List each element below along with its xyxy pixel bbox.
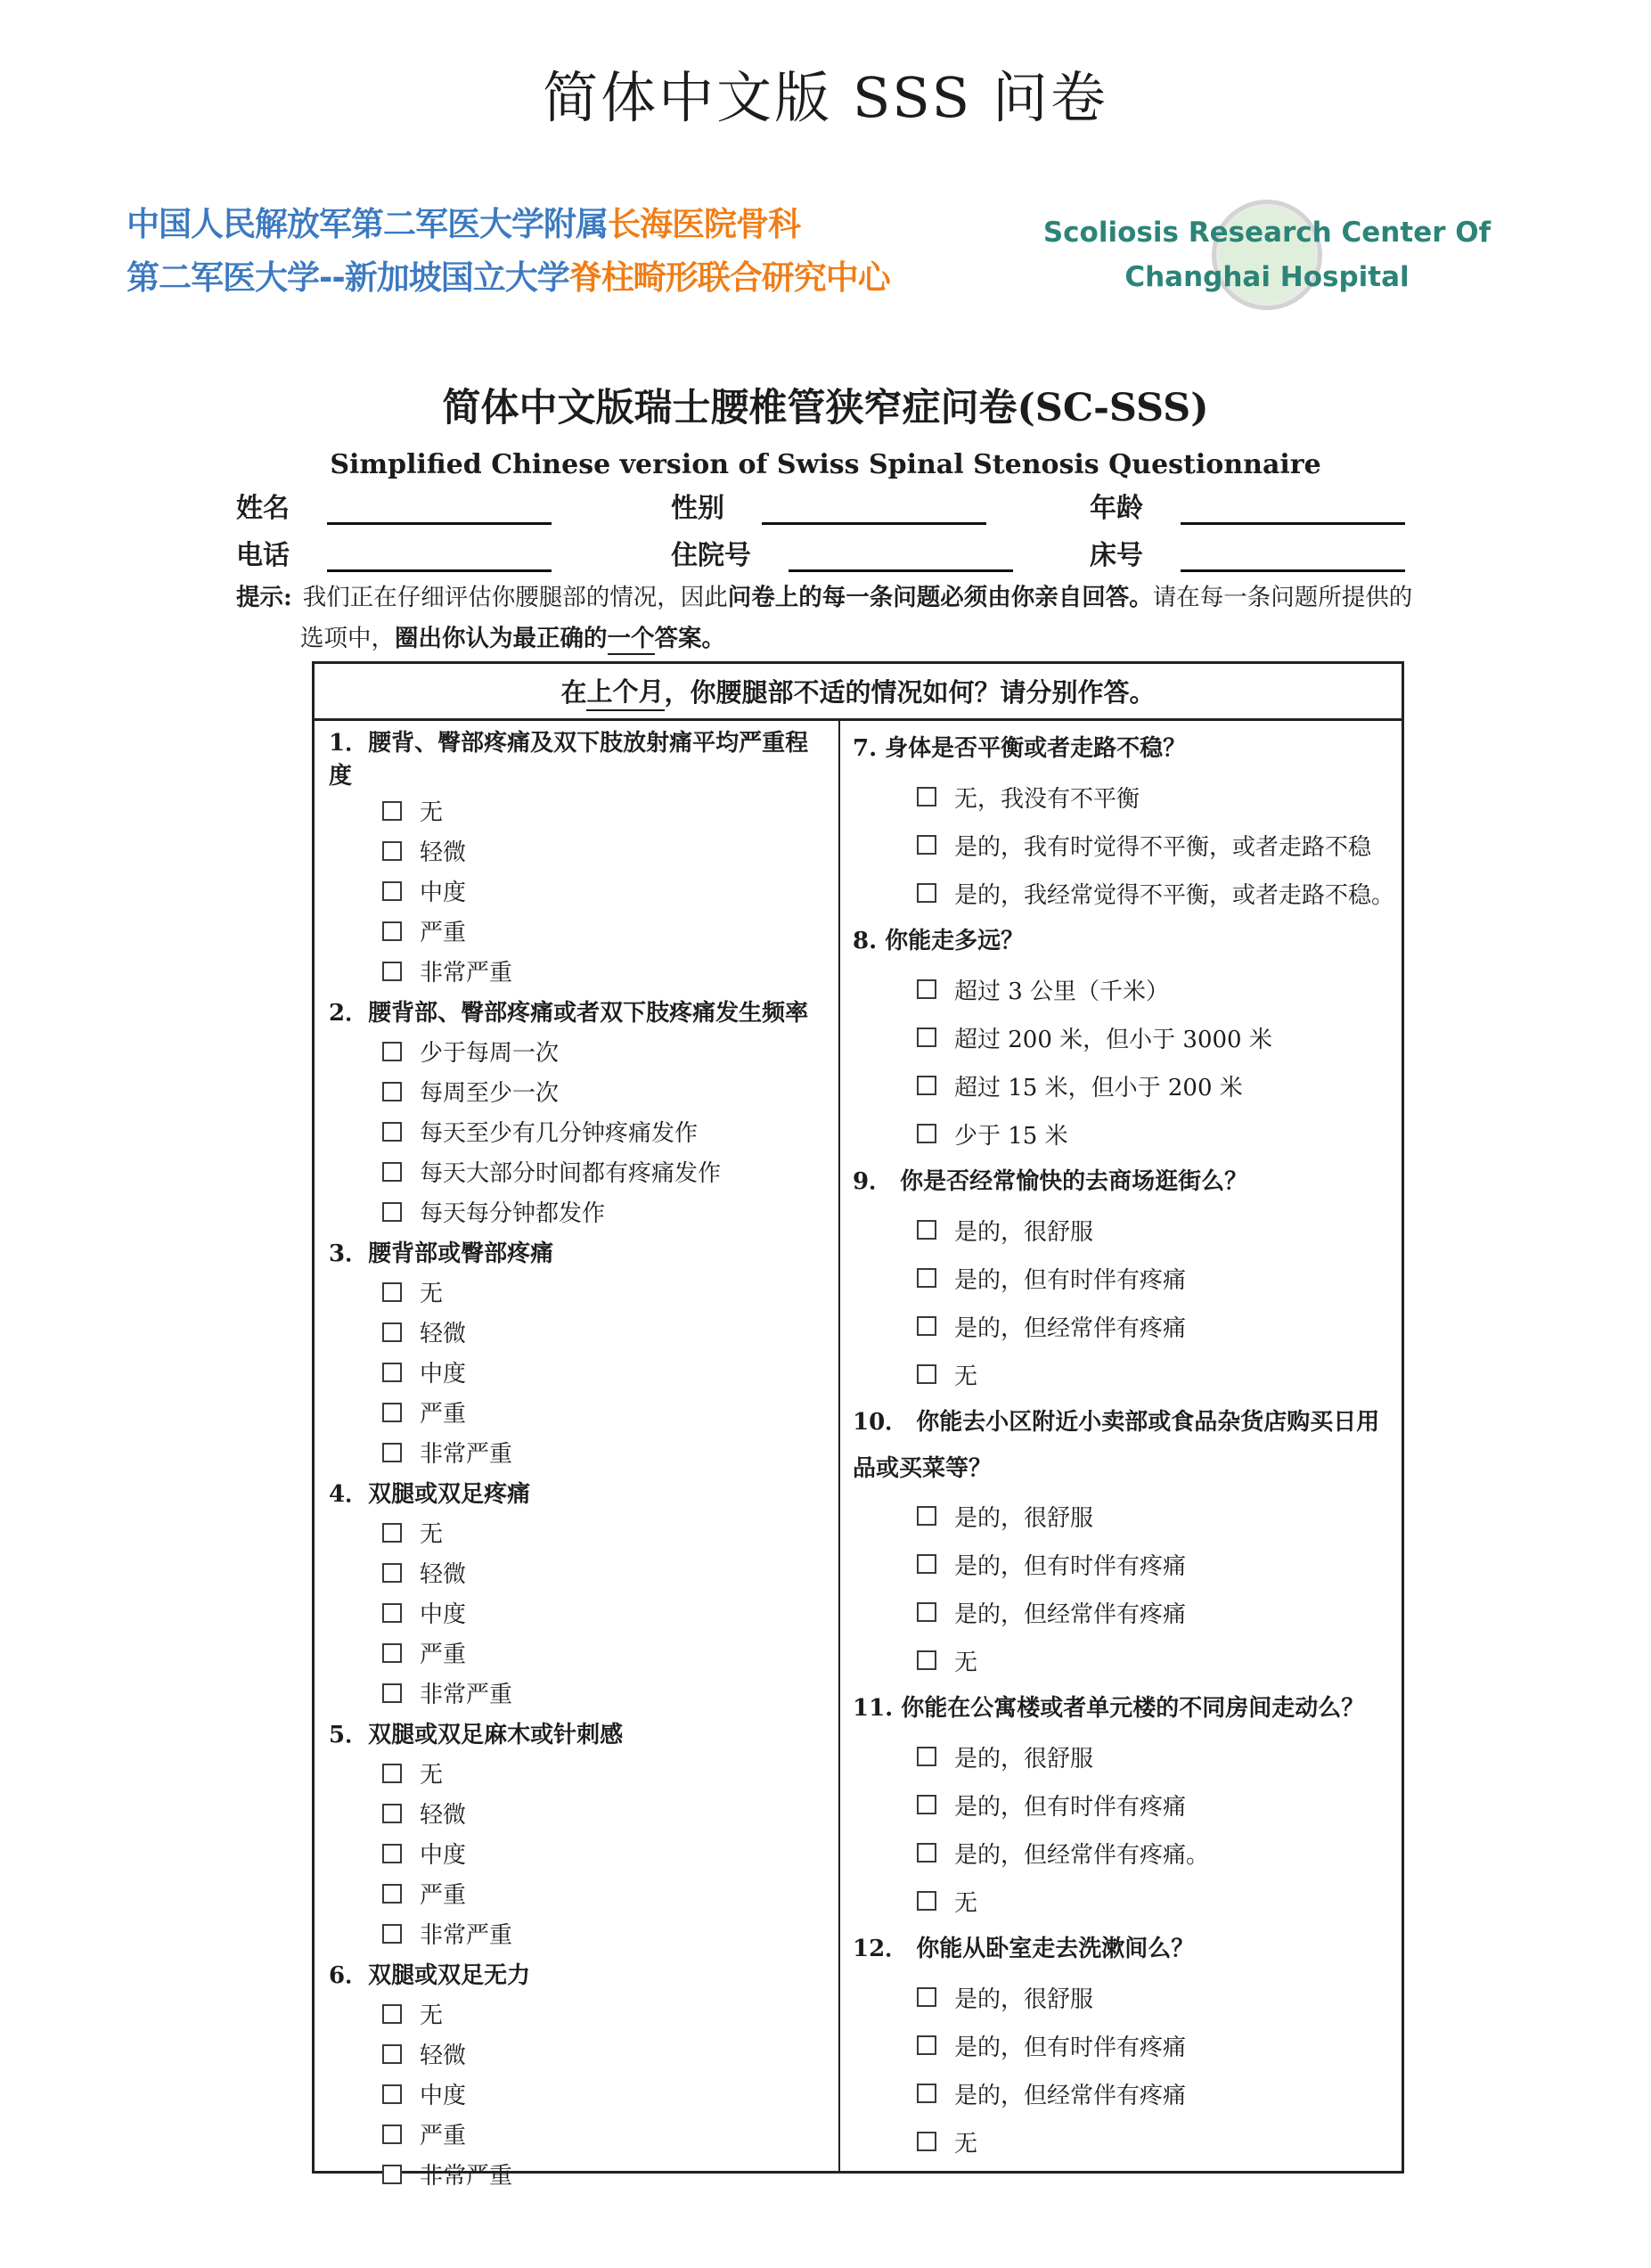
checkbox[interactable]: [917, 835, 936, 855]
option-row: [329, 1673, 831, 1713]
checkbox[interactable]: [382, 881, 402, 901]
option-label: 无: [953, 1649, 977, 1676]
question: [329, 1472, 831, 1713]
question-label: 11. 你能在公寓楼或者单元楼的不同房间走动么？: [852, 1695, 1365, 1722]
option-label: 中度: [420, 1601, 467, 1628]
checkbox[interactable]: [917, 979, 936, 999]
option-row: [853, 773, 1394, 821]
option-label: 是的，但有时伴有疼痛: [953, 1266, 1186, 1294]
checkbox[interactable]: [382, 1042, 402, 1061]
option-row: [329, 1151, 831, 1191]
option-row: [853, 1732, 1394, 1781]
option-row: [329, 831, 831, 871]
option-row: [329, 1633, 831, 1673]
question: [853, 1684, 1394, 1925]
option-label: 超过 3 公里（千米）: [953, 978, 1170, 1005]
option-row: [329, 1994, 831, 2034]
option-label: 是的，很舒服: [953, 1218, 1093, 1246]
checkbox[interactable]: [917, 1076, 936, 1095]
option-row: [329, 1552, 831, 1593]
checkbox[interactable]: [917, 1554, 936, 1574]
field-label: 姓名: [236, 493, 290, 524]
note-segment: 一个: [608, 625, 655, 655]
option-label: 是的，但经常伴有疼痛: [953, 2082, 1186, 2109]
checkbox[interactable]: [917, 2084, 936, 2103]
checkbox[interactable]: [382, 2125, 402, 2144]
option-label: 无: [953, 1889, 977, 1917]
field: [671, 486, 1090, 525]
option-label: 非常严重: [420, 1441, 513, 1468]
option-label: 无: [953, 1363, 977, 1390]
checkbox[interactable]: [382, 1563, 402, 1583]
survey-header-pre: 在: [560, 677, 587, 708]
option-label: 严重: [420, 2123, 467, 2149]
checkbox[interactable]: [917, 787, 936, 806]
hospital-logo-line1-blue: 中国人民解放军第二军医大学附属: [127, 205, 608, 243]
option-row: [329, 1913, 831, 1953]
checkbox[interactable]: [382, 1884, 402, 1904]
checkbox[interactable]: [917, 1602, 936, 1622]
checkbox[interactable]: [382, 921, 402, 941]
option-label: 严重: [420, 1882, 467, 1909]
option-label: 超过 15 米，但小于 200 米: [953, 1074, 1243, 1101]
field-label: 年龄: [1090, 493, 1143, 524]
checkbox[interactable]: [917, 1028, 936, 1047]
checkbox[interactable]: [382, 1443, 402, 1462]
option-label: 每天大部分时间都有疼痛发作: [420, 1160, 722, 1187]
instructions: [236, 577, 1430, 659]
hospital-logo-line1-orange: 长海医院骨科: [608, 205, 800, 243]
option-label: 轻微: [420, 2043, 467, 2069]
option-label: 是的，我有时觉得不平衡，或者走路不稳: [953, 833, 1371, 861]
hospital-logo-line2-blue: 第二军医大学--新加坡国立大学: [127, 258, 569, 297]
question: [329, 1713, 831, 1953]
checkbox[interactable]: [382, 1683, 402, 1703]
survey-col-right: [840, 721, 1402, 2171]
option-label: 是的，我经常觉得不平衡，或者走路不稳。: [953, 881, 1394, 909]
checkbox[interactable]: [382, 1603, 402, 1623]
note-segment: 我们正在仔细评估你腰腿部的情况，因此: [302, 584, 728, 611]
checkbox[interactable]: [917, 1316, 936, 1336]
question: [853, 1398, 1394, 1684]
question-label: 7. 身体是否平衡或者走路不稳？: [852, 735, 1187, 762]
letterhead: [127, 198, 1516, 305]
field-input-line[interactable]: [1181, 542, 1405, 572]
question-label: 12． 你能从卧室走去洗漱间么？: [852, 1936, 1195, 1962]
survey-table: [312, 661, 1404, 2190]
checkbox[interactable]: [382, 1523, 402, 1543]
survey-header-post: ，你腰腿部不适的情况如何？请分别作答。: [664, 677, 1156, 708]
research-center-name-line2: Changhai Hospital: [1124, 261, 1410, 293]
option-label: 是的，很舒服: [953, 1504, 1093, 1532]
checkbox[interactable]: [382, 1844, 402, 1863]
survey-columns: [315, 721, 1402, 2190]
question-label: 2．腰背部、臀部疼痛或者双下肢疼痛发生频率: [329, 1000, 809, 1027]
option-row: [853, 869, 1394, 917]
question: [853, 725, 1394, 917]
option-row: [329, 871, 831, 911]
option-row: [329, 2034, 831, 2074]
option-label: 中度: [420, 2083, 467, 2109]
checkbox[interactable]: [382, 1322, 402, 1342]
option-label: 中度: [420, 1842, 467, 1869]
option-label: 严重: [420, 1401, 467, 1428]
question: [853, 1925, 1394, 2166]
questionnaire-title-en: Simplified Chinese version of Swiss Spinal Stenosis Questionnaire: [330, 449, 1321, 480]
checkbox[interactable]: [382, 841, 402, 861]
checkbox[interactable]: [917, 1843, 936, 1863]
field-input-line[interactable]: [762, 495, 986, 525]
option-label: 是的，但经常伴有疼痛: [953, 1314, 1186, 1342]
option-label: 是的，但有时伴有疼痛: [953, 1552, 1186, 1580]
checkbox[interactable]: [382, 1202, 402, 1222]
option-row: [329, 1352, 831, 1392]
option-row: [853, 1492, 1394, 1540]
option-label: 轻微: [420, 839, 467, 866]
option-label: 少于每周一次: [420, 1040, 560, 1067]
option-row: [329, 1432, 831, 1472]
field-label: 住院号: [671, 540, 751, 571]
option-label: 是的，但有时伴有疼痛: [953, 1793, 1186, 1821]
option-label: 是的，但经常伴有疼痛。: [953, 1841, 1209, 1869]
option-row: [853, 1829, 1394, 1877]
option-row: [329, 1392, 831, 1432]
option-row: [853, 2069, 1394, 2117]
option-label: 非常严重: [420, 2163, 513, 2190]
checkbox[interactable]: [917, 2132, 936, 2151]
option-row: [853, 1636, 1394, 1684]
option-row: [853, 1254, 1394, 1302]
research-center-logo: [1018, 198, 1516, 299]
field: [671, 533, 1090, 572]
option-label: 每天每分钟都发作: [420, 1200, 606, 1227]
option-label: 每周至少一次: [420, 1080, 560, 1107]
option-row: [329, 1593, 831, 1633]
field-input-line[interactable]: [327, 542, 552, 572]
hospital-logo-text: [127, 198, 890, 305]
question: [853, 917, 1394, 1158]
field-label: 电话: [236, 540, 290, 571]
question-label: 4．双腿或双足疼痛: [329, 1481, 531, 1508]
option-row: [329, 1873, 831, 1913]
option-label: 是的，但经常伴有疼痛: [953, 1601, 1186, 1628]
option-label: 无: [420, 1762, 444, 1789]
checkbox[interactable]: [917, 1795, 936, 1814]
question-label: 1．腰背、臀部疼痛及双下肢放射痛平均严重程度: [329, 730, 809, 790]
survey-table-header: [315, 664, 1402, 721]
question: [329, 991, 831, 1232]
option-label: 非常严重: [420, 1682, 513, 1708]
note-segment: 圈出你认为最正确的: [395, 625, 608, 652]
option-row: [329, 911, 831, 951]
field-input-line[interactable]: [327, 495, 552, 525]
option-row: [329, 1272, 831, 1312]
survey-col-left: [315, 721, 840, 2190]
note-segment: 答案。: [654, 625, 725, 652]
option-row: [329, 1512, 831, 1552]
field: [236, 533, 671, 572]
option-row: [329, 2114, 831, 2154]
option-label: 少于 15 米: [953, 1122, 1068, 1150]
field: [236, 486, 671, 525]
checkbox[interactable]: [917, 1650, 936, 1670]
option-label: 超过 200 米，但小于 3000 米: [953, 1026, 1272, 1053]
option-row: [853, 2021, 1394, 2069]
option-row: [853, 1206, 1394, 1254]
checkbox[interactable]: [382, 1804, 402, 1823]
option-row: [329, 951, 831, 991]
hospital-logo-line1: [127, 198, 890, 251]
option-label: 轻微: [420, 1561, 467, 1588]
question-label: 6．双腿或双足无力: [329, 1962, 531, 1989]
checkbox[interactable]: [382, 1764, 402, 1783]
checkbox[interactable]: [382, 2165, 402, 2184]
note-segment: 请在每一条问题所提供的选项中，: [300, 584, 1413, 652]
note-segment: 问卷上的每一条问题必须由你亲自回答。: [727, 584, 1153, 611]
field: [1090, 533, 1426, 572]
option-label: 中度: [420, 1361, 467, 1388]
checkbox[interactable]: [917, 1268, 936, 1288]
question: [329, 1232, 831, 1472]
option-label: 是的，很舒服: [953, 1745, 1093, 1773]
checkbox[interactable]: [917, 1987, 936, 2007]
option-row: [853, 1109, 1394, 1158]
option-row: [329, 2154, 831, 2194]
field-label: 性别: [671, 493, 724, 524]
option-row: [329, 1191, 831, 1232]
option-row: [329, 1833, 831, 1873]
option-row: [853, 1588, 1394, 1636]
option-row: [329, 790, 831, 831]
option-label: 是的，很舒服: [953, 1986, 1093, 2013]
option-row: [329, 1312, 831, 1352]
option-label: 严重: [420, 920, 467, 946]
note-text: [300, 584, 1412, 655]
field-input-line[interactable]: [1181, 495, 1405, 525]
questionnaire-title-cn: 简体中文版瑞士腰椎管狭窄症问卷(SC-SSS): [442, 386, 1209, 430]
question: [329, 725, 831, 991]
checkbox[interactable]: [382, 2044, 402, 2064]
checkbox[interactable]: [382, 1082, 402, 1101]
hospital-logo-line2-orange: 脊柱畸形联合研究中心: [568, 258, 890, 297]
checkbox[interactable]: [382, 2084, 402, 2104]
option-row: [329, 1071, 831, 1111]
checkbox[interactable]: [382, 1643, 402, 1663]
option-label: 非常严重: [420, 960, 513, 987]
checkbox[interactable]: [917, 1364, 936, 1384]
research-center-name-line1: Scoliosis Research Center Of: [1042, 217, 1492, 249]
option-label: 严重: [420, 1642, 467, 1668]
option-label: 无: [420, 2002, 444, 2029]
option-row: [329, 1753, 831, 1793]
option-row: [853, 1877, 1394, 1925]
field-label: 床号: [1090, 540, 1143, 571]
option-label: 无: [420, 799, 444, 826]
checkbox[interactable]: [917, 2035, 936, 2055]
question-label: 3．腰背部或臀部疼痛: [329, 1240, 554, 1267]
patient-fields: [236, 486, 1426, 572]
option-row: [853, 965, 1394, 1013]
checkbox[interactable]: [917, 1891, 936, 1911]
option-label: 无: [420, 1281, 444, 1307]
checkbox[interactable]: [917, 1124, 936, 1143]
checkbox[interactable]: [382, 801, 402, 821]
instructions-label: 提示:: [236, 584, 292, 611]
option-label: 是的，但有时伴有疼痛: [953, 2034, 1186, 2061]
option-row: [329, 2074, 831, 2114]
option-row: [853, 1973, 1394, 2021]
option-label: 无，我没有不平衡: [953, 785, 1140, 813]
option-row: [329, 1031, 831, 1071]
option-label: 非常严重: [420, 1922, 513, 1949]
question: [329, 1953, 831, 2194]
option-label: 中度: [420, 880, 467, 906]
option-row: [853, 2117, 1394, 2166]
checkbox[interactable]: [382, 1162, 402, 1182]
checkbox[interactable]: [917, 1220, 936, 1240]
checkbox[interactable]: [382, 1924, 402, 1944]
question-label: 5．双腿或双足麻木或针刺感: [329, 1722, 624, 1748]
checkbox[interactable]: [917, 883, 936, 903]
option-row: [853, 1350, 1394, 1398]
checkbox[interactable]: [382, 1363, 402, 1382]
option-label: 轻微: [420, 1321, 467, 1347]
checkbox[interactable]: [382, 1122, 402, 1142]
option-row: [853, 1061, 1394, 1109]
survey-header-underlined: 上个月: [586, 672, 664, 711]
question-label: 9． 你是否经常愉快的去商场逛街么？: [852, 1168, 1248, 1195]
checkbox[interactable]: [382, 2004, 402, 2024]
option-row: [853, 1302, 1394, 1350]
option-label: 无: [953, 2130, 977, 2157]
field-input-line[interactable]: [789, 542, 1013, 572]
question: [853, 1158, 1394, 1398]
option-label: 无: [420, 1521, 444, 1548]
hospital-logo-line2: [127, 251, 890, 305]
checkbox[interactable]: [382, 962, 402, 981]
option-label: 每天至少有几分钟疼痛发作: [420, 1120, 699, 1147]
checkbox[interactable]: [917, 1506, 936, 1526]
option-row: [853, 1540, 1394, 1588]
question-label: 8. 你能走多远？: [852, 928, 1025, 954]
page-title: 简体中文版 SSS 问卷: [543, 65, 1108, 130]
option-row: [853, 1781, 1394, 1829]
field: [1090, 486, 1426, 525]
option-row: [329, 1111, 831, 1151]
question-label: 10． 你能去小区附近小卖部或食品杂货店购买日用品或买菜等？: [852, 1409, 1380, 1482]
checkbox[interactable]: [382, 1403, 402, 1422]
option-row: [853, 1013, 1394, 1061]
option-row: [329, 1793, 831, 1833]
option-row: [853, 821, 1394, 869]
checkbox[interactable]: [917, 1747, 936, 1766]
checkbox[interactable]: [382, 1282, 402, 1302]
option-label: 轻微: [420, 1802, 467, 1829]
